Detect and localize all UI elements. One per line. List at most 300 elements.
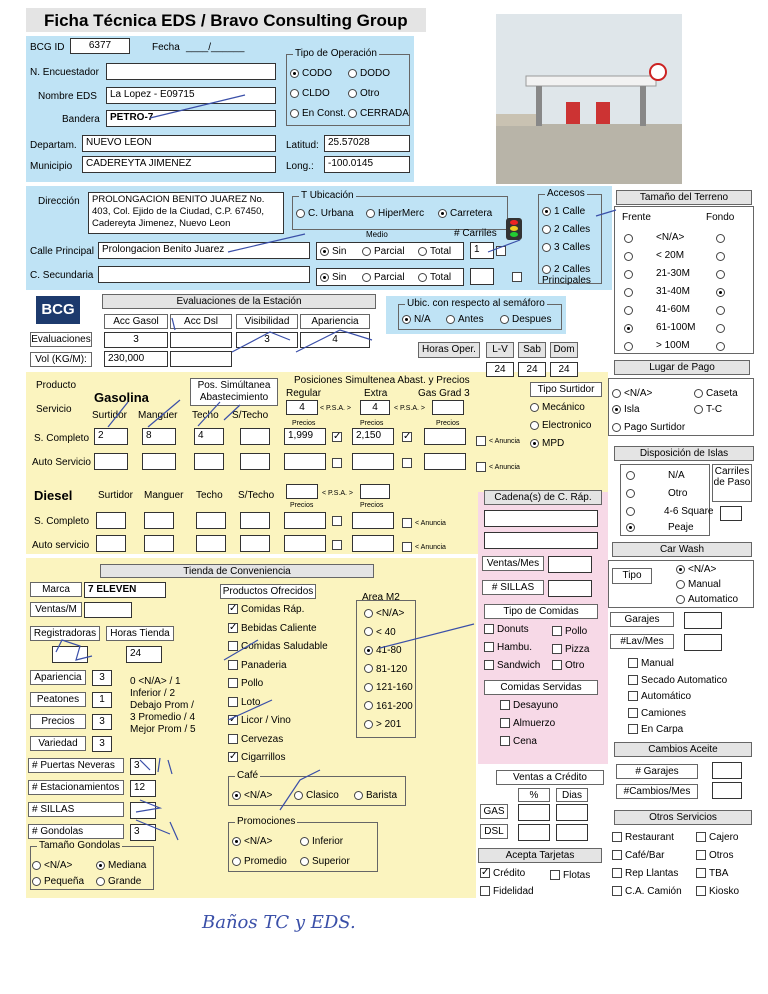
cr-sillas-label: # SILLAS (482, 580, 544, 595)
medio1-sin[interactable]: Sin (320, 246, 346, 257)
terreno-option-label: <N/A> (656, 232, 685, 243)
municipio-field[interactable]: CADEREYTA JIMENEZ (82, 156, 276, 173)
producto-item[interactable]: Pollo (228, 678, 263, 689)
eval-acc-gasol[interactable]: 3 (104, 332, 168, 348)
score-value[interactable]: 3 (92, 714, 112, 730)
wash-item[interactable]: Manual (628, 658, 674, 669)
dsl-auto-price-2[interactable] (352, 535, 394, 552)
psa-grad3[interactable] (432, 400, 464, 415)
dsl-completo-4[interactable] (240, 512, 270, 529)
pago-surtidor[interactable]: Pago Surtidor (612, 422, 685, 433)
pago-caseta[interactable]: Caseta (694, 388, 738, 399)
credito-dias-label: Dias (556, 788, 588, 802)
dsl-precios-1: Precios (290, 502, 314, 509)
producto-item[interactable]: ✓ Comidas Ráp. (229, 603, 305, 615)
tipo-surtidor-header: Tipo Surtidor (530, 382, 602, 397)
cadena-header: Cadena(s) de C. Ráp. (484, 490, 602, 505)
dsl-psa-1[interactable] (286, 484, 318, 499)
gas-auto-regular[interactable] (284, 453, 326, 470)
score-label: Peatones (30, 692, 86, 707)
credito-gas-dias[interactable] (556, 804, 588, 821)
aceite-header: Cambios Aceite (614, 742, 752, 757)
gas-price-extra-check[interactable]: ✓ (403, 431, 412, 442)
pago-na[interactable]: <N/A> (612, 388, 652, 399)
otro-servicio[interactable]: TBA (696, 868, 728, 879)
gond-na[interactable]: <N/A> (32, 860, 72, 871)
pos-abast-header: Pos. Simúltanea Abastecimiento (190, 378, 278, 406)
pago-tc[interactable]: T-C (694, 404, 722, 415)
cafe-clasico[interactable]: Clasico (294, 790, 339, 801)
op-cldo[interactable]: CLDO (290, 88, 330, 99)
productos-header: Productos Ofrecidos (220, 584, 316, 599)
psa-label-2: < P.S.A. > (394, 405, 426, 412)
lugar-pago-header: Lugar de Pago (614, 360, 750, 375)
producto-item[interactable]: Cervezas (228, 734, 283, 745)
fecha-label: Fecha (152, 42, 180, 53)
carriles-field[interactable]: 1 (470, 242, 494, 259)
comida-otro[interactable]: Otro (552, 660, 584, 671)
secundaria-label: C. Secundaria (30, 270, 94, 281)
direccion-field[interactable]: PROLONGACION BENITO JUAREZ No. 403, Col. Ejido de la Ciudad, C.P. 67450, Cadereyta Jimenez, Nuevo Leon (88, 192, 284, 234)
producto-item[interactable]: Panaderia (228, 660, 287, 671)
tarjeta-credito[interactable]: ✓ Crédito (481, 867, 526, 879)
terreno-option-label: > 100M (656, 340, 690, 351)
calle-field[interactable]: Prolongacion Benito Juarez (98, 242, 310, 259)
credito-dsl-pct[interactable] (518, 824, 550, 841)
gond-grande[interactable]: Grande (96, 876, 141, 887)
terreno-option-label: 41-60M (656, 304, 690, 315)
dsl-precios-2: Precios (360, 502, 384, 509)
encuestador-label: N. Encuestador (30, 67, 99, 78)
count-value[interactable]: 12 (130, 780, 156, 797)
op-cerrada[interactable]: CERRADA (348, 108, 409, 119)
area-label: Area M2 (362, 592, 400, 603)
servicio-label: Servicio (36, 404, 72, 415)
anuncia-1[interactable]: < Anuncia (476, 436, 520, 446)
marca-label: Marca (30, 582, 82, 597)
dsl-completo-1[interactable] (96, 512, 126, 529)
gas-auto-surtidor[interactable] (94, 453, 128, 470)
page-title: Ficha Técnica EDS / Bravo Consulting Group (26, 8, 426, 32)
gas-completo-surtidor[interactable]: 2 (94, 428, 128, 445)
promo-inferior[interactable]: Inferior (300, 836, 343, 847)
cadena-field-2[interactable] (484, 532, 598, 549)
area-option[interactable]: 161-200 (364, 701, 413, 712)
evaluaciones-header: Evaluaciones de la Estación (102, 294, 376, 309)
gond-pequena[interactable]: Pequeña (32, 876, 84, 887)
eval-visibilidad[interactable]: 3 (236, 332, 298, 348)
cafe-na[interactable]: <N/A> (232, 790, 272, 801)
area-option[interactable]: 121-160 (364, 682, 413, 693)
dsl-auto-label: Auto servicio (32, 540, 90, 551)
calle-label: Calle Principal (30, 246, 94, 257)
bcg-id-field[interactable]: 6377 (70, 38, 130, 54)
disp-otro[interactable]: Otro (626, 488, 687, 499)
otro-servicio[interactable]: C.A. Camión (612, 886, 682, 897)
promo-na[interactable]: <N/A> (232, 836, 272, 847)
score-label: Precios (30, 714, 86, 729)
promo-label: Promociones (237, 816, 296, 827)
area-option[interactable]: 41-80 (364, 645, 402, 656)
gas-price-extra[interactable]: 2,150 (352, 428, 394, 445)
dsl-psa-2[interactable] (360, 484, 390, 499)
op-en-const[interactable]: En Const. (290, 108, 346, 119)
eval-col-acc-gasol: Acc Gasol (104, 314, 168, 329)
terreno-fondo-radio[interactable] (716, 306, 725, 315)
ventas-mes-label: Ventas/Mes (482, 556, 544, 571)
wash-lav-label: #Lav/Mes (610, 634, 674, 649)
promo-promedio[interactable]: Promedio (232, 856, 287, 867)
dsl-auto-4[interactable] (240, 535, 270, 552)
precios-label-1: Precios (292, 420, 316, 427)
terreno-fondo-radio[interactable] (716, 288, 725, 297)
comida-sandwich[interactable]: Sandwich (484, 660, 540, 671)
producto-item[interactable]: Loto (228, 697, 260, 708)
vol-label: Vol (KG/M): (30, 352, 92, 367)
score-value[interactable]: 3 (92, 736, 112, 752)
medio1-parcial[interactable]: Parcial (362, 246, 405, 257)
horas-col-sab: Sab (518, 342, 546, 358)
eval-acc-dsl[interactable] (170, 332, 232, 348)
count-label: # Gondolas (28, 824, 124, 839)
gas-auto-manguer[interactable] (142, 453, 176, 470)
otro-servicio[interactable]: Restaurant (612, 832, 674, 843)
marca-field[interactable]: 7 ELEVEN (84, 582, 166, 598)
gas-price-grad3[interactable] (424, 428, 466, 445)
semaforo-label: Ubic. con respecto al semáforo (407, 298, 545, 309)
servida-almuerzo[interactable]: Almuerzo (500, 718, 555, 729)
ventas-mes-field[interactable] (548, 556, 592, 573)
municipio-label: Municipio (30, 161, 73, 172)
gas-price-regular-check[interactable]: ✓ (333, 431, 342, 442)
dsl-completo-price-2[interactable] (352, 512, 394, 529)
eval-col-acc-dsl: Acc Dsl (170, 314, 232, 329)
comida-hambu[interactable]: Hambu. (484, 642, 532, 653)
dsl-auto-price-1[interactable] (284, 535, 326, 552)
count-value[interactable]: 3 (130, 758, 156, 775)
horas-lv[interactable]: 24 (486, 362, 514, 377)
dsl-col-manguer: Manguer (144, 490, 184, 501)
terreno-header: Tamaño del Terreno (616, 190, 752, 205)
score-value[interactable]: 1 (92, 692, 112, 708)
credito-gas-label: GAS (480, 804, 508, 819)
terreno-frente-radio[interactable] (624, 324, 633, 333)
medio2-parcial[interactable]: Parcial (362, 272, 405, 283)
credito-dsl-dias[interactable] (556, 824, 588, 841)
aceite-garajes-field[interactable] (712, 762, 742, 779)
vol-field-2[interactable] (170, 351, 232, 367)
nombre-field[interactable]: La Lopez - E09715 (106, 87, 276, 104)
horas-dom[interactable]: 24 (550, 362, 578, 377)
otro-servicio[interactable]: Kiosko (696, 886, 739, 897)
terreno-fondo-radio[interactable] (716, 270, 725, 279)
dsl-auto-check-1[interactable] (332, 540, 342, 550)
op-codo[interactable]: CODO (290, 68, 332, 79)
cafe-label: Café (237, 770, 259, 781)
surtidor-mecanico[interactable]: Mecánico (530, 402, 585, 413)
producto-label: Producto (36, 380, 77, 391)
area-option[interactable]: <N/A> (364, 608, 404, 619)
dsl-anuncia-2[interactable]: < Anuncia (402, 542, 446, 552)
aceite-cambios-label: #Cambios/Mes (616, 784, 698, 799)
carriles-label: # Carriles (454, 228, 497, 239)
dsl-col-surtidor: Surtidor (98, 490, 134, 501)
area-option[interactable]: > 201 (364, 719, 401, 730)
gas-auto-label: Auto Servicio (32, 457, 91, 468)
gas-completo-techo[interactable]: 4 (194, 428, 224, 445)
gas-auto-regular-check[interactable] (332, 458, 342, 468)
count-label: # SILLAS (28, 802, 124, 817)
gas-col-surtidor: Surtidor (92, 410, 128, 421)
otro-servicio[interactable]: Otros (696, 850, 733, 861)
registradoras-field[interactable] (52, 646, 88, 663)
terreno-frente-radio[interactable] (624, 288, 633, 297)
acceso-2[interactable]: 2 Calles (542, 224, 590, 235)
terreno-fondo-radio[interactable] (716, 324, 725, 333)
producto-item[interactable]: ✓ Licor / Vino (229, 714, 291, 726)
wash-na[interactable]: <N/A> (676, 564, 716, 575)
ventas-m-label: Ventas/M (30, 602, 82, 617)
ubicacion-label: T Ubicación (301, 190, 354, 201)
dsl-col-techo: Techo (196, 490, 223, 501)
ubic-carretera[interactable]: Carretera (438, 208, 492, 219)
otro-servicio[interactable]: Rep Llantas (612, 868, 678, 879)
medio2-check[interactable] (512, 272, 522, 282)
anuncia-2[interactable]: < Anuncia (476, 462, 520, 472)
horas-col-lv: L-V (486, 342, 514, 358)
acceso-1[interactable]: 1 Calle (542, 206, 585, 217)
comida-donuts[interactable]: Donuts (484, 624, 529, 635)
servida-desayuno[interactable]: Desayuno (500, 700, 558, 711)
terreno-frente-radio[interactable] (624, 342, 633, 351)
promo-superior[interactable]: Superior (300, 856, 350, 867)
gasolina-title: Gasolina (94, 390, 149, 405)
gas-auto-stecho[interactable] (240, 453, 270, 470)
medio2-sin[interactable]: Sin (320, 272, 346, 283)
disp-square[interactable]: 4-6 Square (626, 506, 713, 517)
semaforo-na[interactable]: N/A (402, 314, 431, 325)
ventas-credito-header: Ventas a Crédito (496, 770, 604, 785)
lat-field[interactable]: 25.57028 (324, 135, 410, 152)
op-dodo[interactable]: DODO (348, 68, 390, 79)
credito-gas-pct[interactable] (518, 804, 550, 821)
gas-completo-stecho[interactable] (240, 428, 270, 445)
lat-label: Latitud: (286, 140, 319, 151)
terreno-option-label: < 20M (656, 250, 685, 261)
gas-completo-manguer[interactable]: 8 (142, 428, 176, 445)
fuel-extra: Extra (364, 388, 388, 399)
tienda-header: Tienda de Conveniencia (100, 564, 374, 578)
accesos-label: Accesos (547, 188, 585, 199)
direccion-label: Dirección (38, 196, 80, 207)
otros-header: Otros Servicios (614, 810, 752, 825)
score-scale: 0 <N/A> / 1 Inferior / 2 Debajo Prom / 3 Promedio / 4 Mejor Prom / 5 (130, 676, 196, 735)
terreno-frente-radio[interactable] (624, 270, 633, 279)
gas-auto-extra-check[interactable] (402, 458, 412, 468)
wash-garajes-field[interactable] (684, 612, 722, 629)
dsl-price-check-1[interactable] (332, 516, 342, 526)
dsl-col-stecho: S/Techo (238, 490, 275, 501)
disp-na[interactable]: N/A (626, 470, 685, 481)
producto-item[interactable]: ✓ Bebidas Caliente (229, 621, 317, 634)
station-photo (496, 14, 682, 184)
terreno-frente-radio[interactable] (624, 306, 633, 315)
producto-item[interactable]: ✓ Cigarrillos (229, 751, 286, 763)
ubic-hipermerc[interactable]: HiperMerc (366, 208, 424, 219)
wash-garajes-label: Garajes (610, 612, 674, 627)
wash-item[interactable]: Secado Automatico (628, 675, 727, 686)
tipo-comidas-header: Tipo de Comidas (484, 604, 598, 619)
cadena-field-1[interactable] (484, 510, 598, 527)
count-label: # Puertas Neveras (28, 758, 124, 773)
diesel-title: Diesel (34, 488, 73, 503)
psa-label-1: < P.S.A. > (320, 405, 352, 412)
dsl-completo-3[interactable] (196, 512, 226, 529)
dsl-completo-label: S. Completo (34, 516, 90, 527)
gas-auto-techo[interactable] (194, 453, 224, 470)
bandera-label: Bandera (62, 114, 100, 125)
gas-col-manguer: Manguer (138, 410, 178, 421)
tipo-operacion-label: Tipo de Operación (295, 48, 377, 59)
tarjeta-flotas[interactable]: Flotas (550, 870, 590, 881)
aceite-cambios-field[interactable] (712, 782, 742, 799)
gas-price-regular[interactable]: 1,999 (284, 428, 326, 445)
disposicion-header: Disposición de Islas (614, 446, 754, 461)
dsl-auto-1[interactable] (96, 535, 126, 552)
credito-pct-label: % (518, 788, 550, 802)
depto-label: Departam. (30, 140, 77, 151)
wash-manual[interactable]: Manual (676, 579, 721, 590)
nombre-label: Nombre EDS (38, 91, 97, 102)
encuestador-field[interactable] (106, 63, 276, 80)
gond-mediana[interactable]: Mediana (96, 860, 146, 871)
gas-completo-label: S. Completo (34, 433, 90, 444)
depto-field[interactable]: NUEVO LEON (82, 135, 276, 152)
count-label: # Estacionamientos (28, 780, 124, 795)
long-label: Long.: (286, 161, 314, 172)
gas-col-techo: Techo (192, 410, 219, 421)
fuel-grad3: Gas Grad 3 (418, 388, 470, 399)
secundaria-field[interactable] (98, 266, 310, 283)
horas-col-dom: Dom (550, 342, 578, 358)
terreno-option-label: 61-100M (656, 322, 696, 333)
cafe-barista[interactable]: Barista (354, 790, 397, 801)
acceso-3[interactable]: 3 Calles (542, 242, 590, 253)
credito-dsl-label: DSL (480, 824, 508, 839)
area-option[interactable]: 81-120 (364, 664, 407, 675)
psa-regular[interactable]: 4 (286, 400, 318, 415)
fecha-field[interactable]: ____/______ (186, 42, 245, 53)
acceso-4[interactable]: 2 Calles Principales (542, 264, 591, 286)
medio2-total[interactable]: Total (418, 272, 451, 283)
pago-isla[interactable]: Isla (612, 404, 640, 415)
disp-peaje[interactable]: Peaje (626, 522, 694, 533)
horas-tienda-field[interactable]: 24 (126, 646, 162, 663)
medio-label: Medio (366, 230, 388, 239)
ubic-urbana[interactable]: C. Urbana (296, 208, 354, 219)
handwritten-note: Baños TC y EDS. (202, 912, 356, 933)
gas-auto-extra[interactable] (352, 453, 394, 470)
wash-automatico[interactable]: Automatico (676, 594, 738, 605)
surtidor-mpd[interactable]: MPD (530, 438, 564, 449)
medio1-total[interactable]: Total (418, 246, 451, 257)
horas-sab[interactable]: 24 (518, 362, 546, 377)
tarjetas-header: Acepta Tarjetas (478, 848, 602, 863)
carriles2-field[interactable] (470, 268, 494, 285)
surtidor-electronico[interactable]: Electronico (530, 420, 591, 431)
cr-sillas-field[interactable] (548, 580, 592, 597)
psa-extra[interactable]: 4 (360, 400, 390, 415)
comidas-servidas-header: Comidas Servidas (484, 680, 598, 695)
gondolas-label: Tamaño Gondolas (39, 840, 121, 851)
tarjeta-fidelidad[interactable]: Fidelidad (480, 886, 534, 897)
gas-auto-grad3[interactable] (424, 453, 466, 470)
comida-pizza[interactable]: Pizza (552, 644, 589, 655)
bcg-logo: BCG (36, 296, 80, 324)
vol-field[interactable]: 230,000 (104, 351, 168, 367)
terreno-fondo-radio[interactable] (716, 252, 725, 261)
horas-tienda-label: Horas Tienda (106, 626, 174, 641)
wash-item[interactable]: Camiones (628, 708, 686, 719)
registradoras-label: Registradoras (30, 626, 100, 641)
aceite-garajes-label: # Garajes (616, 764, 698, 779)
carwash-tipo-label: Tipo (612, 568, 652, 584)
area-option[interactable]: < 40 (364, 627, 396, 638)
carriles-paso-field[interactable] (720, 506, 742, 521)
dsl-auto-2[interactable] (144, 535, 174, 552)
precios-label-2: Precios (360, 420, 384, 427)
terreno-fondo-radio[interactable] (716, 234, 725, 243)
dsl-anuncia-1[interactable]: < Anuncia (402, 518, 446, 528)
dsl-completo-price-1[interactable] (284, 512, 326, 529)
producto-item[interactable]: Comidas Saludable (228, 641, 328, 652)
semaforo-antes[interactable]: Antes (446, 314, 484, 325)
wash-item[interactable]: En Carpa (628, 724, 683, 735)
semaforo-despues[interactable]: Despues (500, 314, 551, 325)
score-value[interactable]: 3 (92, 670, 112, 686)
terreno-option-label: 21-30M (656, 268, 690, 279)
dsl-auto-3[interactable] (196, 535, 226, 552)
traffic-light-icon (506, 218, 522, 240)
op-otro[interactable]: Otro (348, 88, 379, 99)
score-label: Apariencia (30, 670, 86, 685)
count-value[interactable]: 3 (130, 824, 156, 841)
long-field[interactable]: -100.0145 (324, 156, 410, 173)
terreno-fondo-radio[interactable] (716, 342, 725, 351)
dsl-completo-2[interactable] (144, 512, 174, 529)
eval-apariencia[interactable]: 4 (300, 332, 370, 348)
wash-item[interactable]: Automático (628, 691, 691, 702)
ventas-m-field[interactable] (84, 602, 132, 618)
bandera-field[interactable]: PETRO-7 (106, 110, 276, 127)
horas-label: Horas Oper. (418, 342, 480, 358)
eval-col-apariencia: Apariencia (300, 314, 370, 329)
count-value[interactable] (130, 802, 156, 819)
medio1-check[interactable] (496, 246, 506, 256)
otro-servicio[interactable]: Cajero (696, 832, 738, 843)
evaluaciones-row-label: Evaluaciones (31, 334, 91, 345)
comida-pollo[interactable]: Pollo (552, 626, 587, 637)
fondo-label: Fondo (706, 212, 735, 223)
terreno-frente-radio[interactable] (624, 252, 633, 261)
otro-servicio[interactable]: Café/Bar (612, 850, 664, 861)
fuel-regular: Regular (286, 388, 322, 399)
servida-cena[interactable]: Cena (500, 736, 537, 747)
terreno-frente-radio[interactable] (624, 234, 633, 243)
wash-lav-field[interactable] (684, 634, 722, 651)
precios-label-3: Precios (436, 420, 460, 427)
score-label: Variedad (30, 736, 86, 751)
